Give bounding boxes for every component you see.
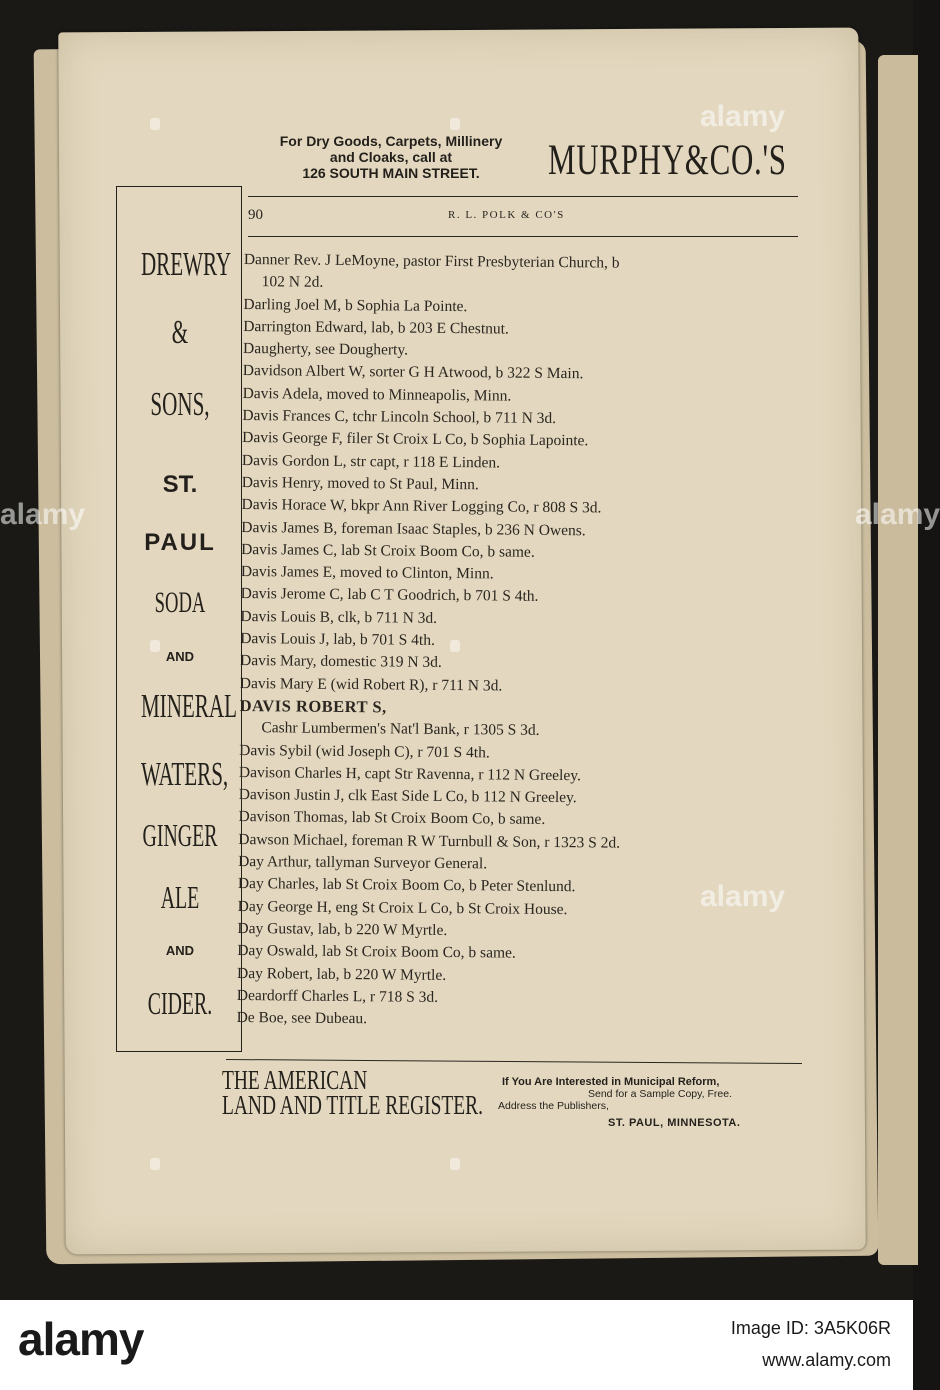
murphy-brand: MURPHY&CO.'S [548, 137, 787, 184]
directory-entry: Davis James E, moved to Clinton, Minn. [240, 563, 494, 583]
directory-entry: Davis Louis B, clk, b 711 N 3d. [240, 607, 438, 627]
directory-entry: Davison Justin J, clk East Side L Co, b 112 N Greeley. [238, 786, 577, 807]
directory-entry: Davis James B, foreman Isaac Staples, b 236 N Owens. [241, 518, 586, 539]
sidebar-line: ALE [160, 879, 200, 915]
directory-entry: Day Gustav, lab, b 220 W Myrtle. [237, 919, 448, 939]
footer-left-line: LAND AND TITLE REGISTER. [222, 1090, 483, 1120]
watermark-logo: alamy [0, 498, 86, 531]
page-number: 90 [248, 207, 263, 223]
sidebar-line: SONS, [150, 386, 210, 423]
directory-entry: Davidson Albert W, sorter G H Atwood, b 322 S Main. [242, 362, 584, 383]
sidebar-line: & [171, 314, 189, 351]
sidebar-line: SODA [154, 586, 206, 619]
directory-entry: Day Arthur, tallyman Surveyor General. [238, 852, 488, 873]
directory-entry: Davis George F, filer St Croix L Co, b Sophia Lapointe. [242, 429, 589, 450]
stock-photo-bar [0, 1300, 913, 1390]
directory-entry: Daugherty, see Dougherty. [242, 340, 409, 359]
watermark-mark [450, 640, 460, 652]
directory-entry: Day Charles, lab St Croix Boom Co, b Peter Stenlund. [237, 875, 576, 896]
header-advertisement [248, 133, 534, 181]
sidebar-line: AND [165, 649, 195, 664]
directory-entry: Darling Joel M, b Sophia La Pointe. [243, 295, 468, 315]
directory-entry: Davis Mary E (wid Robert R), r 711 N 3d. [239, 674, 503, 695]
directory-entry: Davis Sybil (wid Joseph C), r 701 S 4th. [239, 741, 490, 761]
directory-entry: Davis Louis J, lab, b 701 S 4th. [240, 630, 435, 649]
sidebar-line: PAUL [144, 529, 216, 556]
alamy-logo: alamy [18, 1313, 144, 1365]
header-rule [248, 196, 798, 197]
directory-entry: De Boe, see Dubeau. [236, 1009, 368, 1028]
directory-entry: Davis Horace W, bkpr Ann River Logging Co, r 808 S 3d. [241, 496, 602, 517]
footer-right-line: Address the Publishers, [498, 1100, 609, 1112]
directory-entry: Day George H, eng St Croix L Co, b St Croix House. [237, 897, 568, 918]
footer-right-line: ST. PAUL, MINNESOTA. [608, 1117, 741, 1129]
watermark-logo: alamy [700, 880, 786, 913]
directory-entry: Danner Rev. J LeMoyne, pastor First Presbyterian Church, b [243, 250, 620, 272]
directory-entry: Davis Henry, moved to St Paul, Minn. [241, 473, 479, 494]
directory-entry: Deardorff Charles L, r 718 S 3d. [236, 986, 439, 1006]
directory-entry: Day Robert, lab, b 220 W Myrtle. [236, 964, 447, 984]
watermark-logo: alamy [700, 100, 786, 133]
sidebar-line: MINERAL [140, 688, 237, 725]
sidebar-line: AND [165, 943, 195, 958]
directory-entry: Davis James C, lab St Croix Boom Co, b same. [241, 540, 535, 561]
footer-right-line: Send for a Sample Copy, Free. [588, 1088, 732, 1100]
directory-entry: Davis Adela, moved to Minneapolis, Minn. [242, 384, 512, 405]
header-ad-line: For Dry Goods, Carpets, Millinery [279, 133, 503, 149]
site-url: www.alamy.com [762, 1350, 891, 1370]
footer-right-line: If You Are Interested in Municipal Reform, [502, 1076, 720, 1088]
directory-entry-continuation: Cashr Lumbermen's Nat'l Bank, r 1305 S 3d. [261, 719, 540, 740]
directory-entry: Davison Charles H, capt Str Ravenna, r 112 N Greeley. [238, 763, 581, 785]
footer-advertisement-left [222, 1065, 483, 1120]
watermark-mark [150, 118, 160, 130]
sidebar-advertisement [116, 186, 242, 1052]
sidebar-line: CIDER. [147, 985, 213, 1021]
header-ad-line: and Cloaks, call at [329, 149, 453, 165]
directory-entry: Davison Thomas, lab St Croix Boom Co, b same. [238, 808, 546, 829]
sidebar-line: DREWRY [140, 246, 232, 283]
directory-entry-continuation: 102 N 2d. [261, 273, 324, 292]
sidebar-line: WATERS, [140, 756, 229, 793]
watermark-logo: alamy [855, 498, 940, 531]
running-head-rule [248, 236, 798, 237]
publisher-name: R. L. POLK & CO'S [448, 209, 565, 221]
directory-entry-highlight: DAVIS ROBERT S, [239, 695, 387, 717]
watermark-mark [450, 118, 460, 130]
running-head [248, 207, 798, 227]
directory-entry: Davis Gordon L, str capt, r 118 E Linden. [241, 451, 501, 472]
image-id: Image ID: 3A5K06R [730, 1318, 891, 1338]
watermark-mark [450, 1158, 460, 1170]
directory-entry: Davis Mary, domestic 319 N 3d. [239, 652, 442, 672]
sidebar-line: GINGER [142, 817, 218, 853]
header-ad-line: 126 SOUTH MAIN STREET. [302, 165, 480, 181]
watermark-mark [150, 1158, 160, 1170]
directory-entry: Darrington Edward, lab, b 203 E Chestnut. [243, 317, 509, 338]
sidebar-line: ST. [162, 471, 198, 498]
footer-left-line: THE AMERICAN [222, 1065, 368, 1095]
directory-entry: Davis Jerome C, lab C T Goodrich, b 701 S 4th. [240, 585, 539, 606]
directory-entry: Davis Frances C, tchr Lincoln School, b 711 N 3d. [242, 407, 557, 428]
directory-entries [237, 249, 814, 1035]
watermark-mark [150, 640, 160, 652]
adjacent-page-edge [878, 55, 918, 1265]
directory-entry: Day Oswald, lab St Croix Boom Co, b same. [237, 942, 516, 962]
directory-entry: Dawson Michael, foreman R W Turnbull & Son, r 1323 S 2d. [238, 830, 621, 852]
